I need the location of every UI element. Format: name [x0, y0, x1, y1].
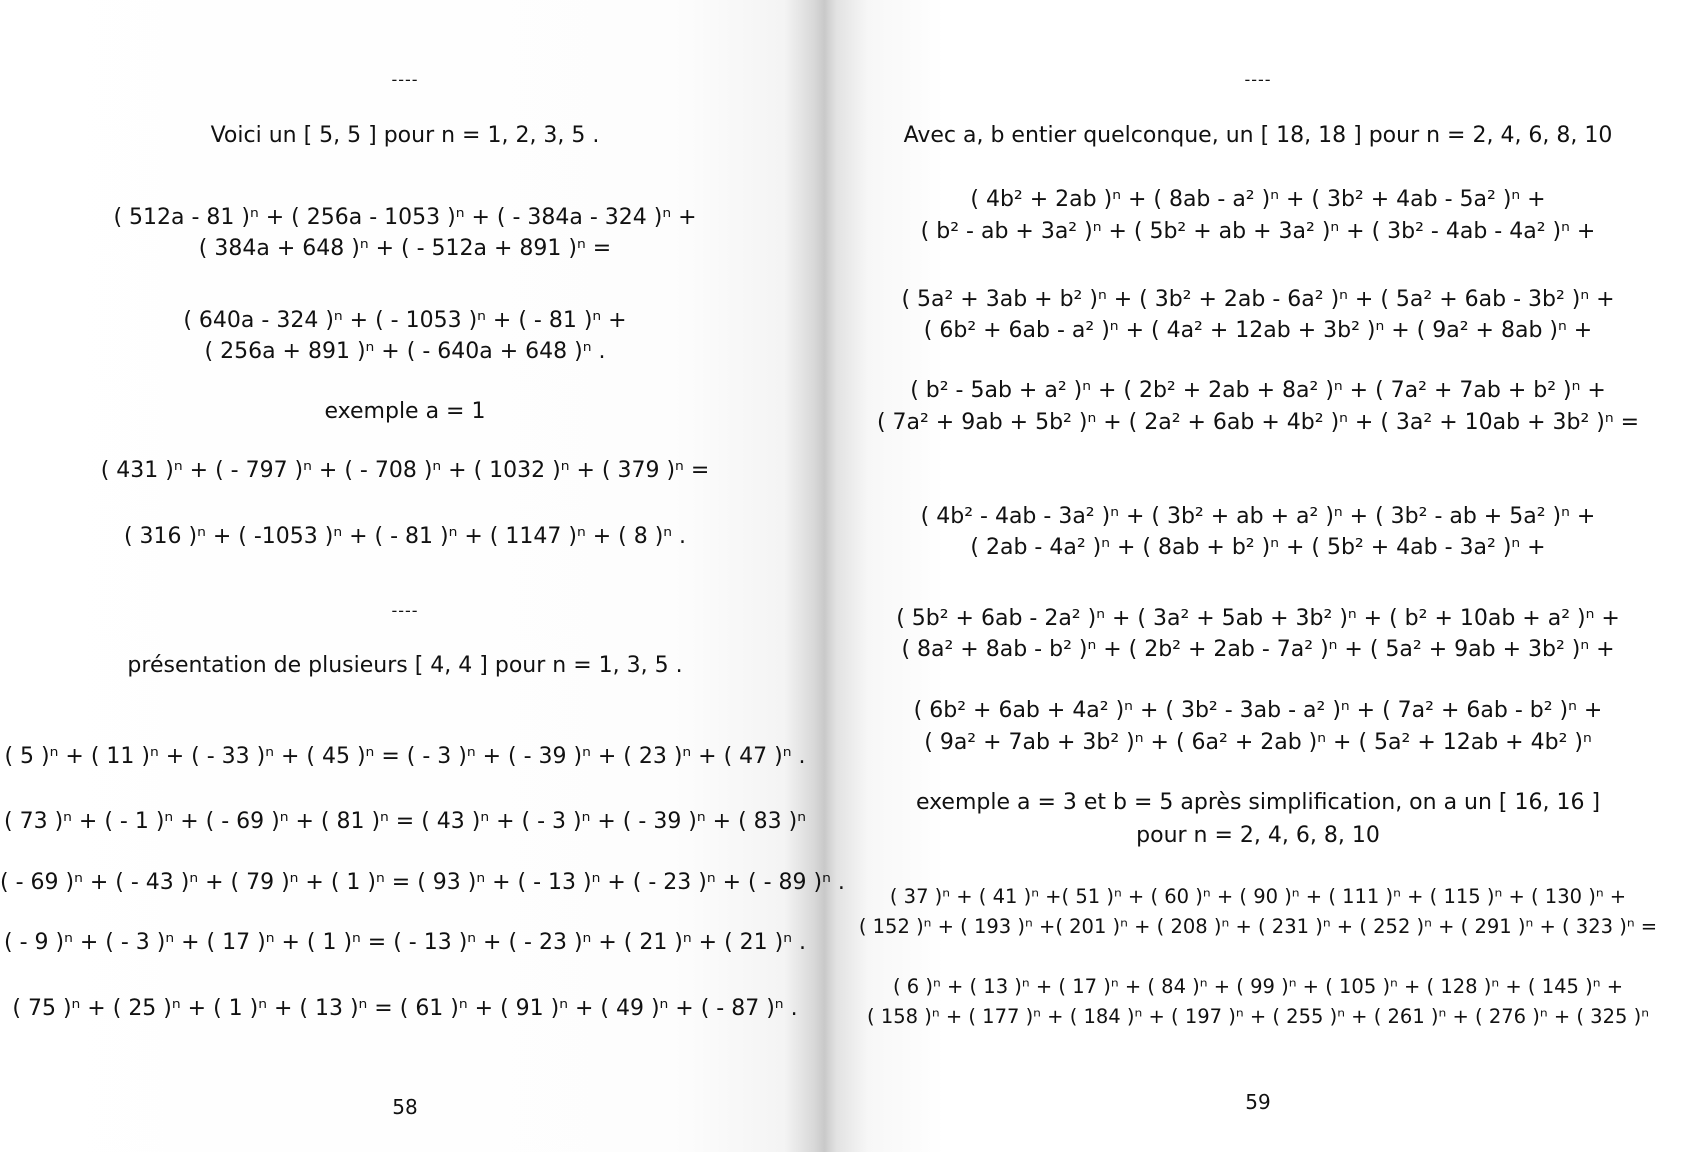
- formula-line: ( 6b² + 6ab - a² )ⁿ + ( 4a² + 12ab + 3b² )ⁿ + ( 9a² + 8ab )ⁿ +: [923, 318, 1593, 343]
- formula-line: ( 5a² + 3ab + b² )ⁿ + ( 3b² + 2ab - 6a² )ⁿ + ( 5a² + 6ab - 3b² )ⁿ +: [901, 287, 1615, 312]
- formula-line: ( 512a - 81 )ⁿ + ( 256a - 1053 )ⁿ + ( - 384a - 324 )ⁿ +: [113, 205, 697, 230]
- page-number: 58: [392, 1095, 418, 1119]
- identity-line: ( - 69 )ⁿ + ( - 43 )ⁿ + ( 79 )ⁿ + ( 1 )ⁿ = ( 93 )ⁿ + ( - 13 )ⁿ + ( - 23 )ⁿ + ( - 89 )ⁿ .: [0, 870, 845, 895]
- separator: ----: [391, 601, 419, 620]
- identity-line: ( - 9 )ⁿ + ( - 3 )ⁿ + ( 17 )ⁿ + ( 1 )ⁿ = ( - 13 )ⁿ + ( - 23 )ⁿ + ( 21 )ⁿ + ( 21 )ⁿ .: [4, 930, 806, 955]
- formula-line: ( 4b² + 2ab )ⁿ + ( 8ab - a² )ⁿ + ( 3b² + 4ab - 5a² )ⁿ +: [970, 187, 1546, 212]
- formula-line: ( 5b² + 6ab - 2a² )ⁿ + ( 3a² + 5ab + 3b² )ⁿ + ( b² + 10ab + a² )ⁿ +: [896, 606, 1620, 631]
- identity-line: ( 75 )ⁿ + ( 25 )ⁿ + ( 1 )ⁿ + ( 13 )ⁿ = ( 61 )ⁿ + ( 91 )ⁿ + ( 49 )ⁿ + ( - 87 )ⁿ .: [12, 996, 798, 1021]
- example-line: ( 152 )ⁿ + ( 193 )ⁿ +( 201 )ⁿ + ( 208 )ⁿ + ( 231 )ⁿ + ( 252 )ⁿ + ( 291 )ⁿ + ( 323 )ⁿ =: [858, 915, 1658, 938]
- separator: ----: [1244, 70, 1272, 89]
- formula-line: ( 2ab - 4a² )ⁿ + ( 8ab + b² )ⁿ + ( 5b² + 4ab - 3a² )ⁿ +: [970, 535, 1546, 560]
- formula-line: ( 256a + 891 )ⁿ + ( - 640a + 648 )ⁿ .: [204, 339, 606, 364]
- formula-line: ( b² - 5ab + a² )ⁿ + ( 2b² + 2ab + 8a² )ⁿ + ( 7a² + 7ab + b² )ⁿ +: [910, 378, 1606, 403]
- separator: ----: [391, 70, 419, 89]
- identity-line: ( 73 )ⁿ + ( - 1 )ⁿ + ( - 69 )ⁿ + ( 81 )ⁿ = ( 43 )ⁿ + ( - 3 )ⁿ + ( - 39 )ⁿ + ( 83 )ⁿ: [4, 809, 806, 834]
- example-label: exemple a = 1: [324, 399, 486, 424]
- formula-line: ( 8a² + 8ab - b² )ⁿ + ( 2b² + 2ab - 7a² )ⁿ + ( 5a² + 9ab + 3b² )ⁿ +: [901, 637, 1615, 662]
- example-line: ( 6 )ⁿ + ( 13 )ⁿ + ( 17 )ⁿ + ( 84 )ⁿ + ( 99 )ⁿ + ( 105 )ⁿ + ( 128 )ⁿ + ( 145 )ⁿ +: [892, 975, 1624, 998]
- identity-line: ( 5 )ⁿ + ( 11 )ⁿ + ( - 33 )ⁿ + ( 45 )ⁿ = ( - 3 )ⁿ + ( - 39 )ⁿ + ( 23 )ⁿ + ( 47 )ⁿ .: [4, 744, 806, 769]
- formula-line: ( 7a² + 9ab + 5b² )ⁿ + ( 2a² + 6ab + 4b² )ⁿ + ( 3a² + 10ab + 3b² )ⁿ =: [876, 410, 1640, 435]
- formula-line: ( 640a - 324 )ⁿ + ( - 1053 )ⁿ + ( - 81 )ⁿ +: [183, 308, 627, 333]
- formula-line: ( 4b² - 4ab - 3a² )ⁿ + ( 3b² + ab + a² )ⁿ + ( 3b² - ab + 5a² )ⁿ +: [920, 504, 1596, 529]
- formula-line: ( 6b² + 6ab + 4a² )ⁿ + ( 3b² - 3ab - a² )ⁿ + ( 7a² + 6ab - b² )ⁿ +: [913, 698, 1603, 723]
- example-line: ( 316 )ⁿ + ( -1053 )ⁿ + ( - 81 )ⁿ + ( 1147 )ⁿ + ( 8 )ⁿ .: [123, 524, 687, 549]
- example-label-2: pour n = 2, 4, 6, 8, 10: [1136, 823, 1380, 848]
- presentation-text: présentation de plusieurs [ 4, 4 ] pour n = 1, 3, 5 .: [127, 653, 683, 678]
- page-number: 59: [1245, 1090, 1271, 1114]
- example-label: exemple a = 3 et b = 5 après simplification, on a un [ 16, 16 ]: [915, 790, 1601, 815]
- intro-text: Avec a, b entier quelconque, un [ 18, 18 ] pour n = 2, 4, 6, 8, 10: [903, 123, 1613, 148]
- example-line: ( 158 )ⁿ + ( 177 )ⁿ + ( 184 )ⁿ + ( 197 )ⁿ + ( 255 )ⁿ + ( 261 )ⁿ + ( 276 )ⁿ + ( 325 )ⁿ: [867, 1005, 1649, 1028]
- example-line: ( 431 )ⁿ + ( - 797 )ⁿ + ( - 708 )ⁿ + ( 1032 )ⁿ + ( 379 )ⁿ =: [100, 458, 710, 483]
- formula-line: ( 384a + 648 )ⁿ + ( - 512a + 891 )ⁿ =: [198, 236, 612, 261]
- right-page: [830, 0, 1686, 1152]
- formula-line: ( b² - ab + 3a² )ⁿ + ( 5b² + ab + 3a² )ⁿ + ( 3b² - 4ab - 4a² )ⁿ +: [920, 219, 1596, 244]
- example-line: ( 37 )ⁿ + ( 41 )ⁿ +( 51 )ⁿ + ( 60 )ⁿ + ( 90 )ⁿ + ( 111 )ⁿ + ( 115 )ⁿ + ( 130 )ⁿ +: [889, 885, 1627, 908]
- intro-text: Voici un [ 5, 5 ] pour n = 1, 2, 3, 5 .: [210, 123, 600, 148]
- formula-line: ( 9a² + 7ab + 3b² )ⁿ + ( 6a² + 2ab )ⁿ + ( 5a² + 12ab + 4b² )ⁿ: [924, 730, 1592, 755]
